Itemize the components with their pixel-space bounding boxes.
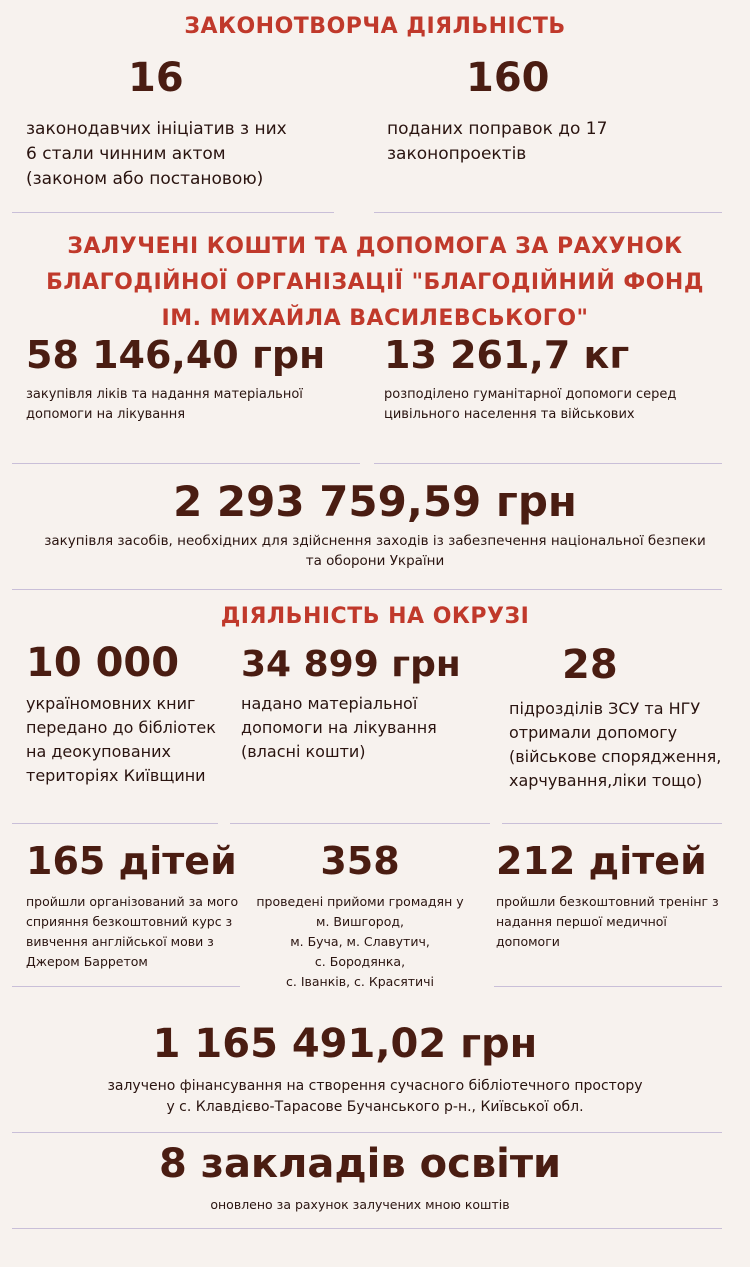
own-funds-description: надано матеріальної допомоги на лікування (власні кошти) — [241, 694, 437, 761]
units-count: 28 — [562, 642, 618, 688]
humanitarian-description: розподілено гуманітарної допомоги серед цивільного населення та військових — [384, 387, 677, 422]
schools-updated-description: оновлено за рахунок залучених мною коштів — [210, 1197, 510, 1212]
receptions-count: 358 — [320, 839, 400, 883]
defense-description: закупівля засобів, необхідних для здійснення заходів із забезпечення національної безпеки та оборони України — [44, 533, 706, 569]
divider — [12, 1228, 722, 1229]
divider — [12, 823, 218, 824]
section-title-charity: ЗАЛУЧЕНІ КОШТИ ТА ДОПОМОГА ЗА РАХУНОК БЛАГОДІЙНОЇ ОРГАНІЗАЦІЇ "БЛАГОДІЙНИЙ ФОНД ІМ. МИХАЙЛА ВАСИЛЕВСЬКОГО" — [46, 234, 704, 331]
schools-updated-count: 8 закладів освіти — [158, 1141, 562, 1187]
divider — [494, 986, 722, 987]
divider — [12, 1132, 722, 1133]
first-aid-description: пройшли безкоштовний тренінг з надання першої медичної допомоги — [496, 894, 719, 949]
divider — [12, 212, 334, 213]
amendments-description: поданих поправок до 17 законопроектів — [387, 119, 608, 164]
divider — [374, 212, 722, 213]
initiatives-description: законодавчих ініціатив з них 6 стали чинним актом (законом або постановою) — [26, 119, 287, 189]
english-course-kids: 165 дітей — [26, 839, 237, 883]
own-funds-amount: 34 899 грн — [241, 644, 461, 685]
library-funding-amount: 1 165 491,02 грн — [152, 1021, 538, 1067]
humanitarian-weight: 13 261,7 кг — [384, 333, 630, 377]
divider — [374, 463, 722, 464]
divider — [12, 986, 240, 987]
receptions-description: проведені прийоми громадян у м. Вишгород, м. Буча, м. Славутич, с. Бородянка, с. Іванків, с. Красятичі — [256, 894, 464, 989]
section-title-lawmaking: ЗАКОНОТВОРЧА ДІЯЛЬНІСТЬ — [184, 14, 566, 39]
units-description: підрозділів ЗСУ та НГУ отримали допомогу (військове спорядження, харчування,ліки тощо) — [509, 699, 722, 790]
divider — [502, 823, 722, 824]
library-funding-description: залучено фінансування на створення сучасного бібліотечного простору у с. Клавдієво-Тарасове Бучанського р-н., Київської обл. — [107, 1078, 643, 1115]
english-course-description: пройшли організований за мого сприяння безкоштовний курс з вивчення англійської мови з Джером Барретом — [26, 894, 239, 969]
books-description: україномовних книг передано до бібліотек на деокупованих територіях Київщини — [26, 694, 216, 785]
divider — [12, 589, 722, 590]
medicine-description: закупівля ліків та надання матеріальної допомоги на лікування — [26, 387, 303, 422]
amendments-count: 160 — [466, 55, 550, 101]
divider — [230, 823, 490, 824]
medicine-amount: 58 146,40 грн — [26, 333, 326, 377]
section-title-district: ДІЯЛЬНІСТЬ НА ОКРУЗІ — [220, 604, 530, 629]
initiatives-count: 16 — [128, 55, 184, 101]
divider — [12, 463, 360, 464]
defense-amount: 2 293 759,59 грн — [173, 477, 577, 526]
books-count: 10 000 — [26, 640, 180, 686]
first-aid-kids: 212 дітей — [496, 839, 707, 883]
